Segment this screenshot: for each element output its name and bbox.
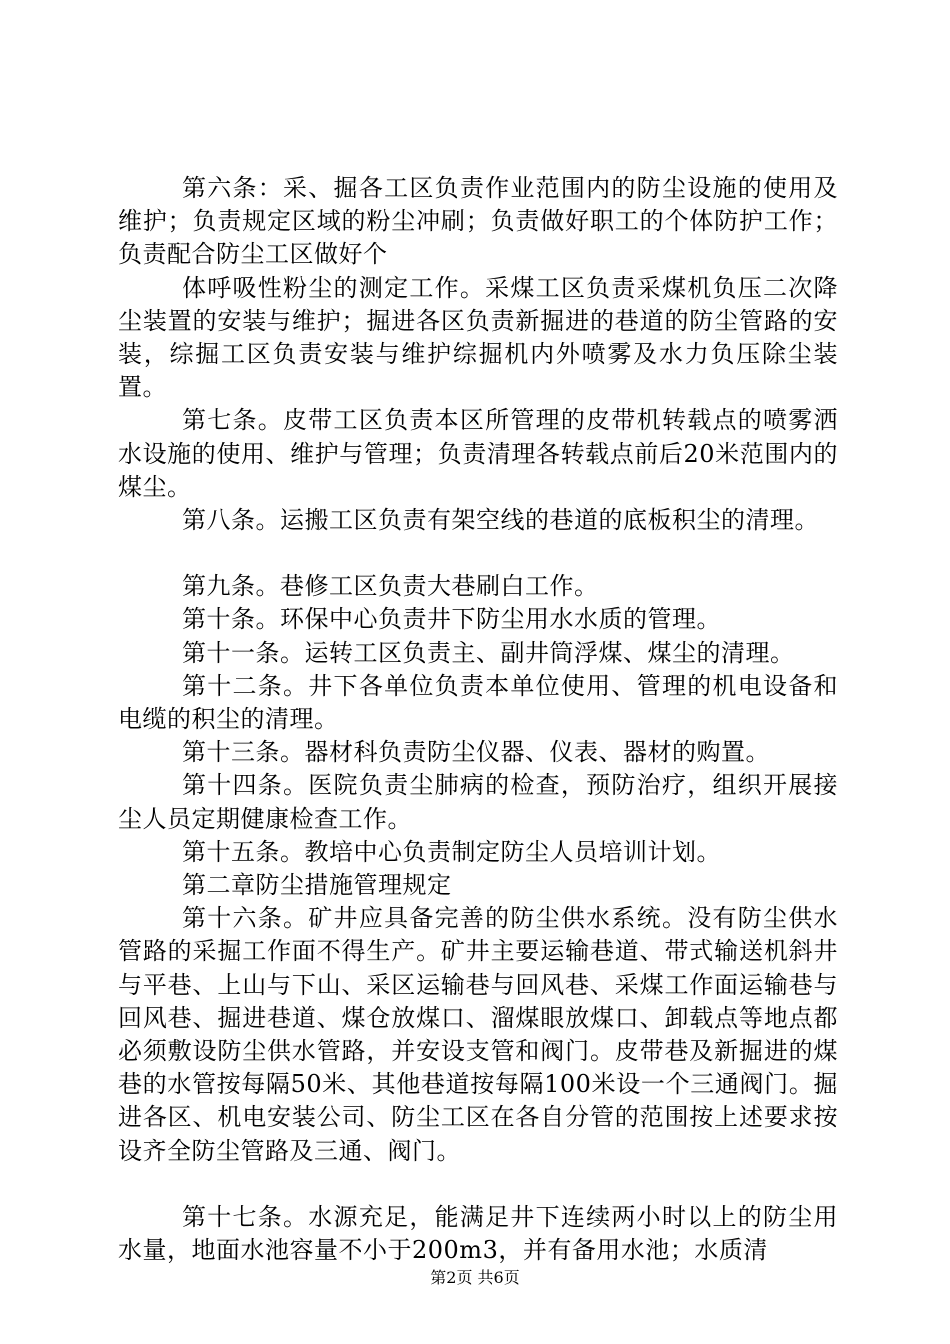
chapter-heading: 第二章防尘措施管理规定 [182, 871, 452, 900]
page-footer [0, 1268, 950, 1288]
paragraph-article-15: 第十五条。教培中心负责制定防尘人员培训计划。 [182, 837, 721, 866]
paragraph-article-6: 第六条：采、掘各工区负责作业范围内的防尘设施的使用及维护；负责规定区域的粉尘冲刷；负责做好职工的个体防护工作；负责配合防尘工区做好个 [118, 174, 838, 269]
paragraph-article-13: 第十三条。器材科负责防尘仪器、仪表、器材的购置。 [182, 738, 770, 767]
paragraph-article-10: 第十条。环保中心负责井下防尘用水水质的管理。 [182, 605, 721, 634]
paragraph-article-14: 第十四条。医院负责尘肺病的检查，预防治疗，组织开展接尘人员定期健康检查工作。 [118, 771, 838, 833]
paragraph-article-7: 第七条。皮带工区负责本区所管理的皮带机转载点的喷雾洒水设施的使用、维护与管理；负责清理各转载点前后20米范围内的煤尘。 [118, 406, 838, 501]
paragraph-article-11: 第十一条。运转工区负责主、副井筒浮煤、煤尘的清理。 [182, 638, 795, 667]
paragraph-article-8: 第八条。运搬工区负责有架空线的巷道的底板积尘的清理。 [182, 506, 819, 535]
paragraph-article-12: 第十二条。井下各单位负责本单位使用、管理的机电设备和电缆的积尘的清理。 [118, 671, 838, 734]
paragraph-article-16: 第十六条。矿井应具备完善的防尘供水系统。没有防尘供水管路的采掘工作面不得生产。矿井主要运输巷道、带式输送机斜井与平巷、上山与下山、采区运输巷与回风巷、采煤工作面运输巷与回风巷、掘进巷道、煤仓放煤口、溜煤眼放煤口、卸载点等地点都必须敷设防尘供水管路，并安设支管和阀门。皮带巷及新掘进的煤巷的水管按每隔50米、其他巷道按每隔100米设一个三通阀门。掘进各区、机电安装公司、防尘工区在各自分管的范围按上述要求按设齐全防尘管路及三通、阀门。 [118, 904, 838, 1165]
paragraph-article-6-continued: 体呼吸性粉尘的测定工作。采煤工区负责采煤机负压二次降尘装置的安装与维护；掘进各区负责新掘进的巷道的防尘管路的安装，综掘工区负责安装与维护综掘机内外喷雾及水力负压除尘装置。 [118, 273, 838, 402]
paragraph-article-9: 第九条。巷修工区负责大巷刷白工作。 [182, 572, 599, 601]
paragraph-article-17: 第十七条。水源充足，能满足井下连续两小时以上的防尘用水量，地面水池容量不小于200m3，并有备用水池；水质清 [118, 1202, 838, 1265]
page-number-label: 第2页 共6页 [430, 1268, 520, 1287]
document-body [118, 172, 838, 1267]
